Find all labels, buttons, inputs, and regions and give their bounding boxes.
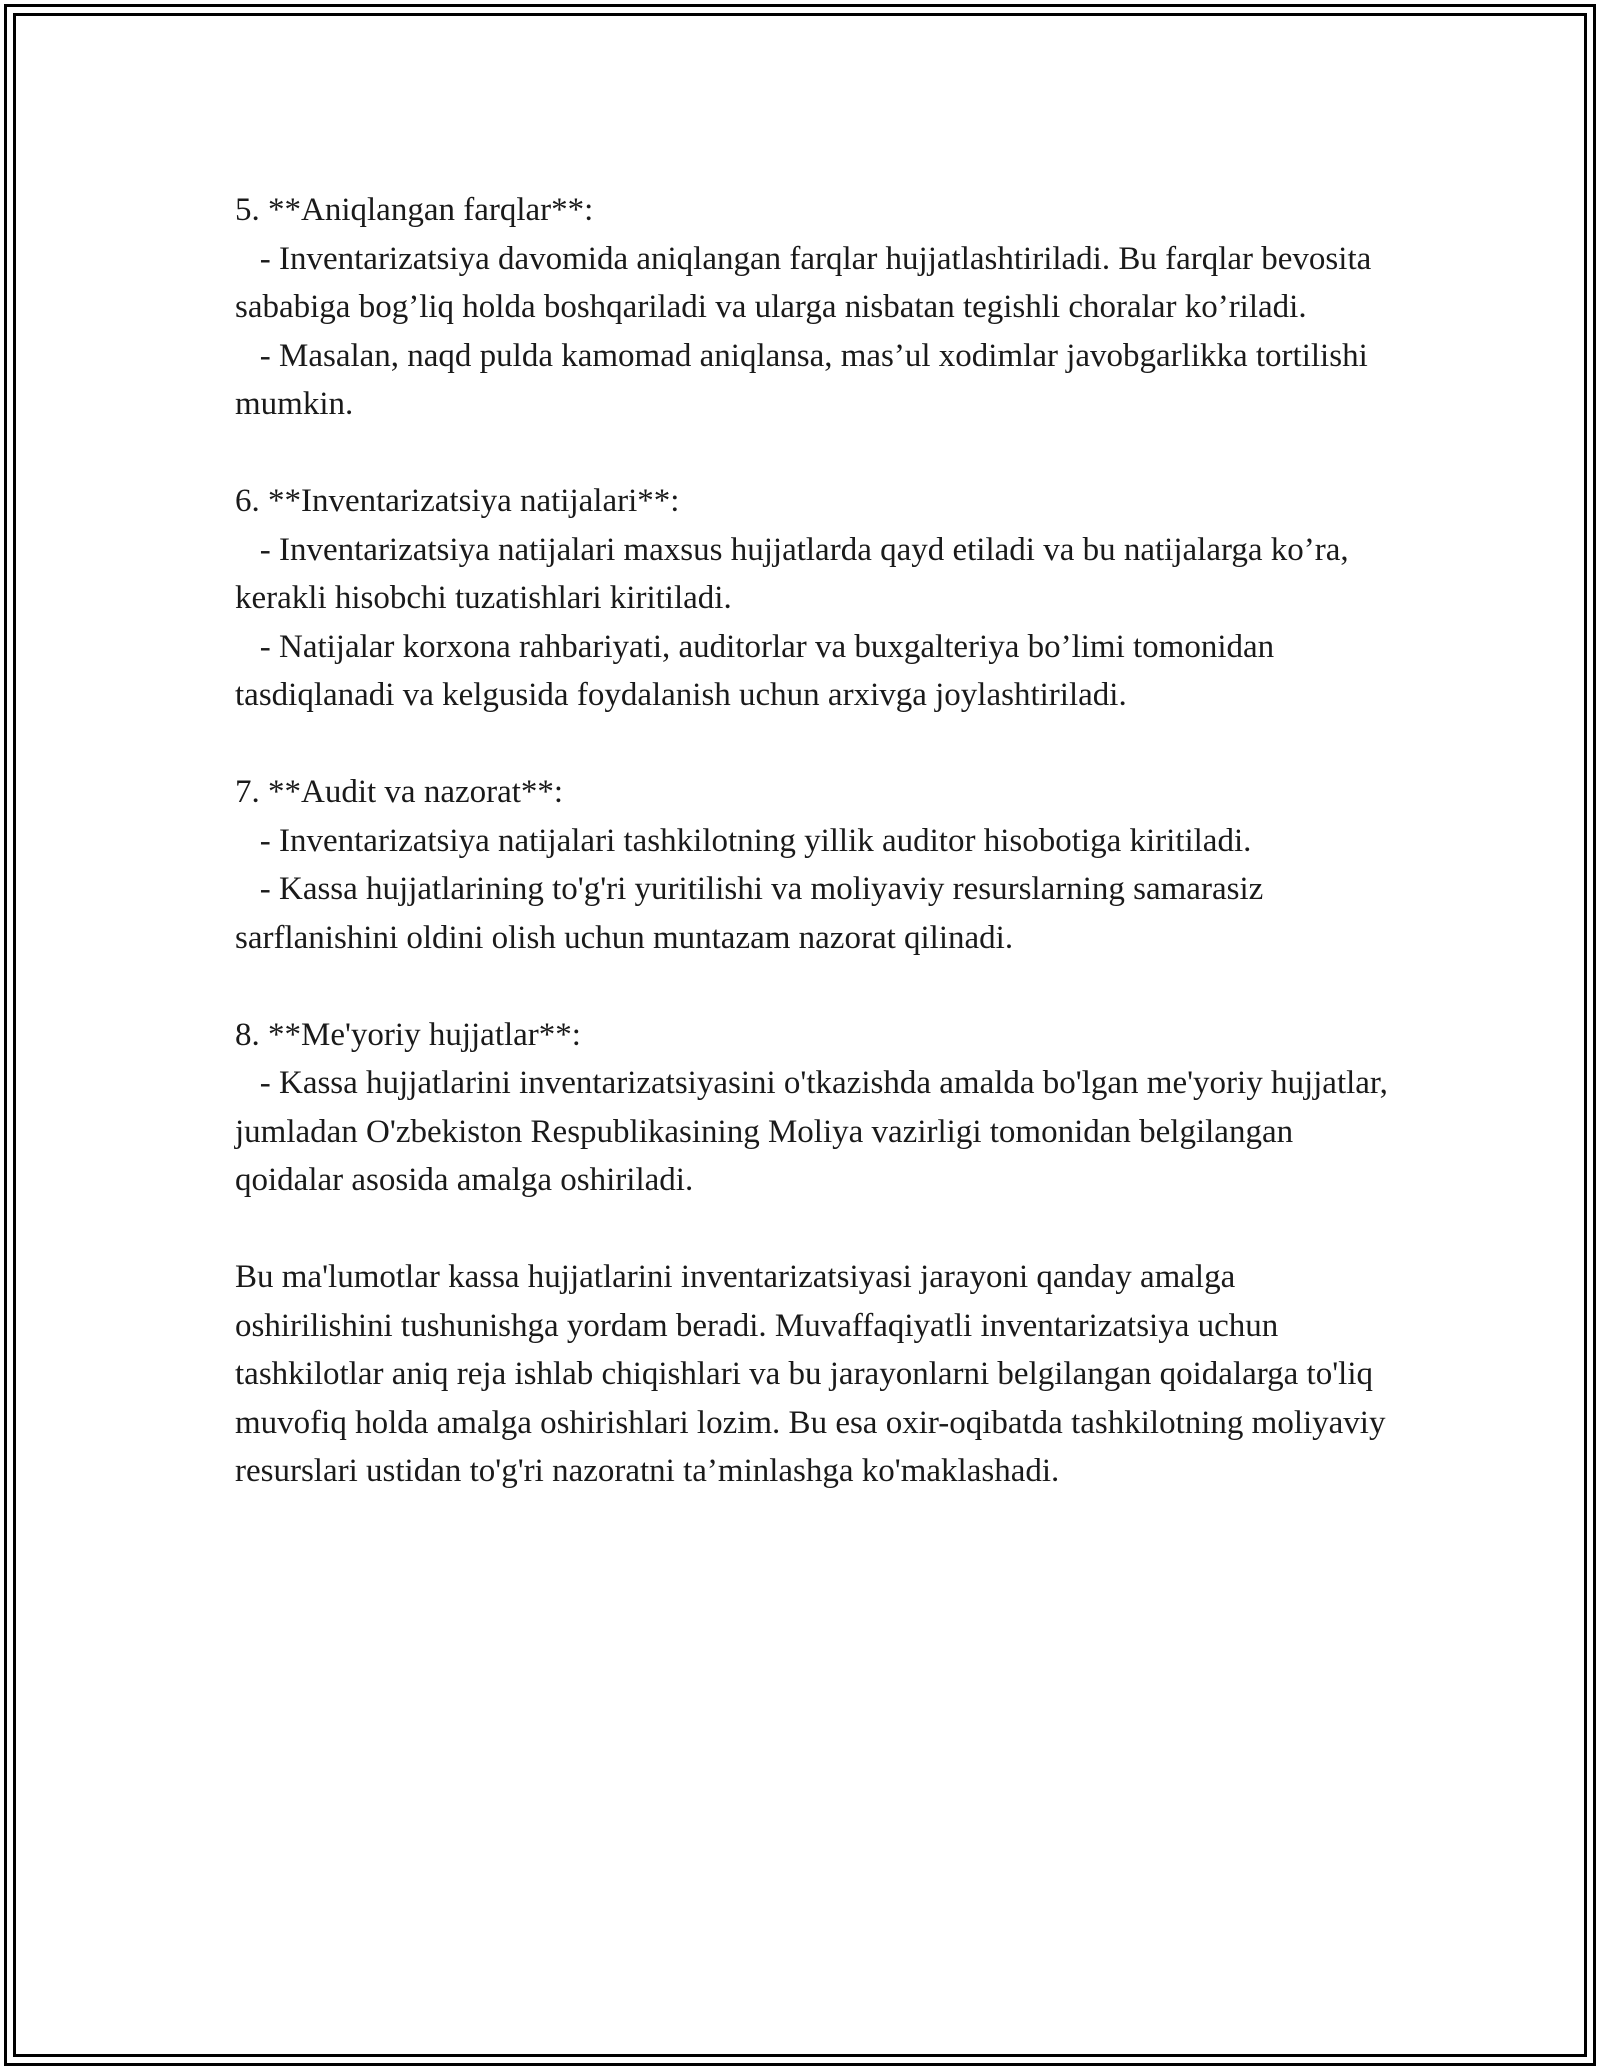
- section-bullet: - Inventarizatsiya davomida aniqlangan farqlar hujjatlashtiriladi. Bu farqlar bevosita sababiga bog’liq holda boshqariladi va ularga nisbatan tegishli choralar ko’riladi.: [235, 240, 1380, 325]
- section-bullet: - Kassa hujjatlarining to'g'ri yuritilishi va moliyaviy resurslarning samarasiz sarflanishini oldini olish uchun muntazam nazorat qilinadi.: [235, 871, 1272, 956]
- document-body: [235, 186, 1395, 1496]
- section-8: [235, 1011, 1395, 1205]
- section-5: [235, 186, 1395, 429]
- section-heading: 8. **Me'yoriy hujjatlar**:: [235, 1016, 581, 1053]
- section-heading: 5. **Aniqlangan farqlar**:: [235, 192, 594, 228]
- section-heading: 7. **Audit va nazorat**:: [235, 774, 564, 810]
- section-7: [235, 768, 1395, 962]
- section-bullet: - Natijalar korxona rahbariyati, auditorlar va buxgalteriya bo’limi tomonidan tasdiqlanadi va kelgusida foydalanish uchun arxivga joylashtiriladi.: [235, 628, 1283, 713]
- section-bullet: - Inventarizatsiya natijalari maxsus hujjatlarda qayd etiladi va bu natijalarga ko’ra, kerakli hisobchi tuzatishlari kiritiladi.: [235, 531, 1357, 616]
- section-6: [235, 477, 1395, 720]
- section-bullet: - Kassa hujjatlarini inventarizatsiyasini o'tkazishda amalda bo'lgan me'yoriy hujjatlar, jumladan O'zbekiston Respublikasining Moliya vazirligi tomonidan belgilangan qoidalar asosida amalga oshiriladi.: [235, 1065, 1397, 1198]
- section-heading: 6. **Inventarizatsiya natijalari**:: [235, 483, 680, 519]
- section-bullet: - Masalan, naqd pulda kamomad aniqlansa, mas’ul xodimlar javobgarlikka tortilishi mumkin.: [235, 337, 1376, 422]
- section-bullet: - Inventarizatsiya natijalari tashkilotning yillik auditor hisobotiga kiritiladi.: [235, 822, 1252, 859]
- closing-paragraph: Bu ma'lumotlar kassa hujjatlarini inventarizatsiyasi jarayoni qanday amalga oshirilishini tushunishga yordam beradi. Muvaffaqiyatli inventarizatsiya uchun tashkilotlar aniq reja ishlab chiqishlari va bu jarayonlarni belgilangan qoidalarga to'liq muvofiq holda amalga oshirishlari lozim. Bu esa oxir-oqibatda tashkilotning moliyaviy resurslari ustidan to'g'ri nazoratni ta’minlashga ko'maklashadi.: [235, 1259, 1386, 1489]
